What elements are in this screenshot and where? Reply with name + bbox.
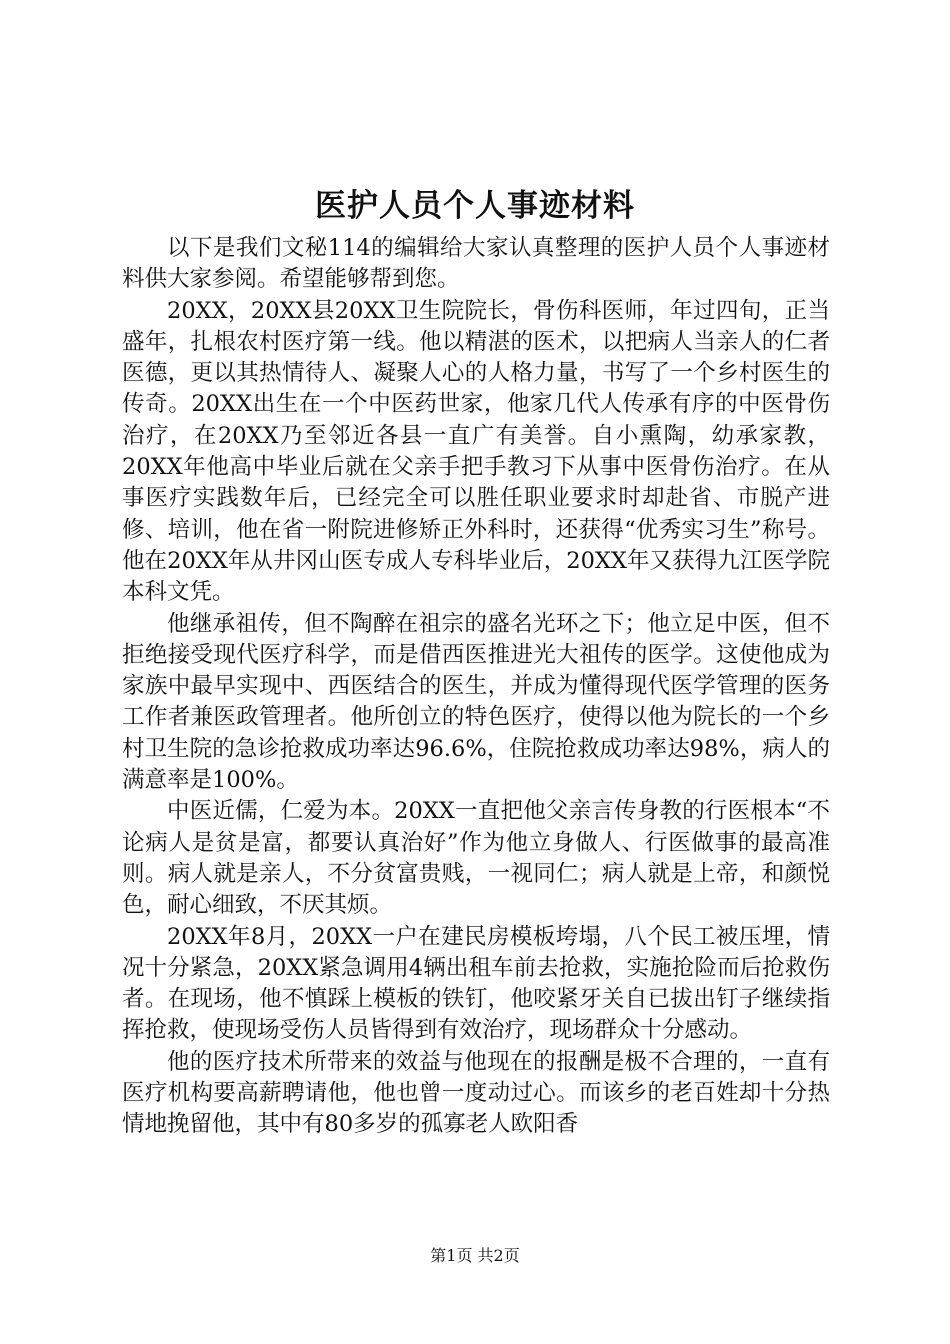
paragraph: 中医近儒，仁爱为本。20XX一直把他父亲言传身教的行医根本“不论病人是贫是富，都要认真治好”作为他立身做人、行医做事的最高准则。病人就是亲人，不分贫富贵贱，一视同仁；病人就是上帝，和颜悦色，耐心细致，不厌其烦。 [122, 798, 830, 919]
document-body [122, 233, 830, 1141]
paragraph: 以下是我们文秘114的编辑给大家认真整理的医护人员个人事迹材料供大家参阅。希望能够帮到您。 [122, 235, 830, 293]
paragraph: 20XX年8月，20XX一户在建民房模板垮塌，八个民工被压埋，情况十分紧急，20XX紧急调用4辆出租车前去抢救，实施抢险而后抢救伤者。在现场，他不慎踩上模板的铁钉，他咬紧牙关自已拔出钉子继续指挥抢救，使现场受伤人员皆得到有效治疗，现场群众十分感动。 [122, 923, 830, 1044]
page-number-footer: 第1页 共2页 [430, 1246, 520, 1265]
paragraph: 20XX，20XX县20XX卫生院院长，骨伤科医师，年过四旬，正当盛年，扎根农村医疗第一线。他以精湛的医术，以把病人当亲人的仁者医德，更以其热情待人、凝聚人心的人格力量，书写了一个乡村医生的传奇。20XX出生在一个中医药世家，他家几代人传承有序的中医骨伤治疗，在20XX乃至邻近各县一直广有美誉。自小熏陶，幼承家教，20XX年他高中毕业后就在父亲手把手教习下从事中医骨伤治疗。在从事医疗实践数年后，已经完全可以胜任职业要求时却赴省、市脱产进修、培训，他在省一附院进修矫正外科时，还获得“优秀实习生”称号。他在20XX年从井冈山医专成人专科毕业后，20XX年又获得九江医学院本科文凭。 [122, 297, 830, 606]
paragraph: 他的医疗技术所带来的效益与他现在的报酬是极不合理的，一直有医疗机构要高薪聘请他，他也曾一度动过心。而该乡的老百姓却十分热情地挽留他，其中有80多岁的孤寡老人欧阳香 [122, 1048, 830, 1138]
paragraph: 他继承祖传，但不陶醉在祖宗的盛名光环之下；他立足中医，但不拒绝接受现代医疗科学，而是借西医推进光大祖传的医学。这使他成为家族中最早实现中、西医结合的医生，并成为懂得现代医学管理的医务工作者兼医政管理者。他所创立的特色医疗，使得以他为院长的一个乡村卫生院的急诊抢救成功率达96.6%，住院抢救成功率达98%，病人的满意率是100%。 [122, 610, 830, 794]
document-title: 医护人员个人事迹材料 [315, 188, 635, 224]
